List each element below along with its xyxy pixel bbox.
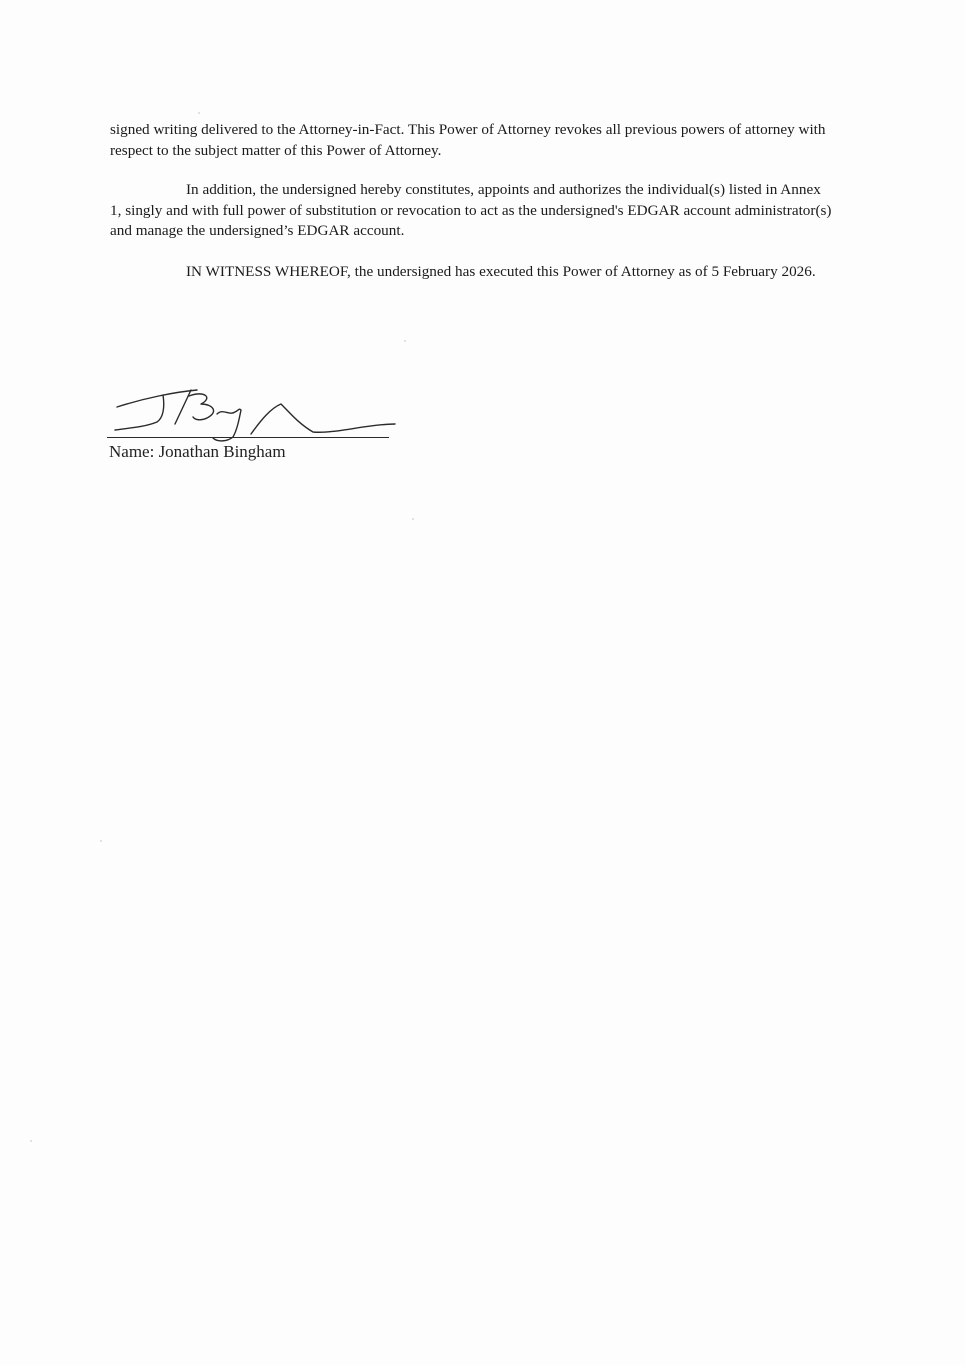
paragraph-edgar-administrator-text: In addition, the undersigned hereby constitutes, appoints and authorizes the individual(s) listed in Annex 1, singly and with full power of substitution or revocation to act as the undersigned's EDGAR account administrator(s) and manage the undersigned’s EDGAR account.: [110, 181, 832, 239]
scan-speck: [198, 112, 200, 114]
signature-block: [105, 380, 405, 470]
scan-speck: [100, 840, 102, 842]
scan-speck: [412, 518, 414, 520]
paragraph-edgar-administrator: [110, 180, 835, 242]
signatory-name: Name: Jonathan Bingham: [109, 442, 286, 461]
paragraph-continuation-text: signed writing delivered to the Attorney-in-Fact. This Power of Attorney revokes all previous powers of attorney with respect to the subject matter of this Power of Attorney.: [110, 121, 826, 159]
paragraph-continuation: [110, 120, 835, 161]
paragraph-witness-text: IN WITNESS WHEREOF, the undersigned has executed this Power of Attorney as of 5 February 2026.: [186, 263, 816, 280]
scan-speck: [404, 340, 406, 342]
signature-line: [107, 437, 389, 438]
handwritten-signature: [105, 380, 405, 440]
scan-speck: [30, 1140, 32, 1142]
paragraph-witness: [110, 262, 835, 283]
